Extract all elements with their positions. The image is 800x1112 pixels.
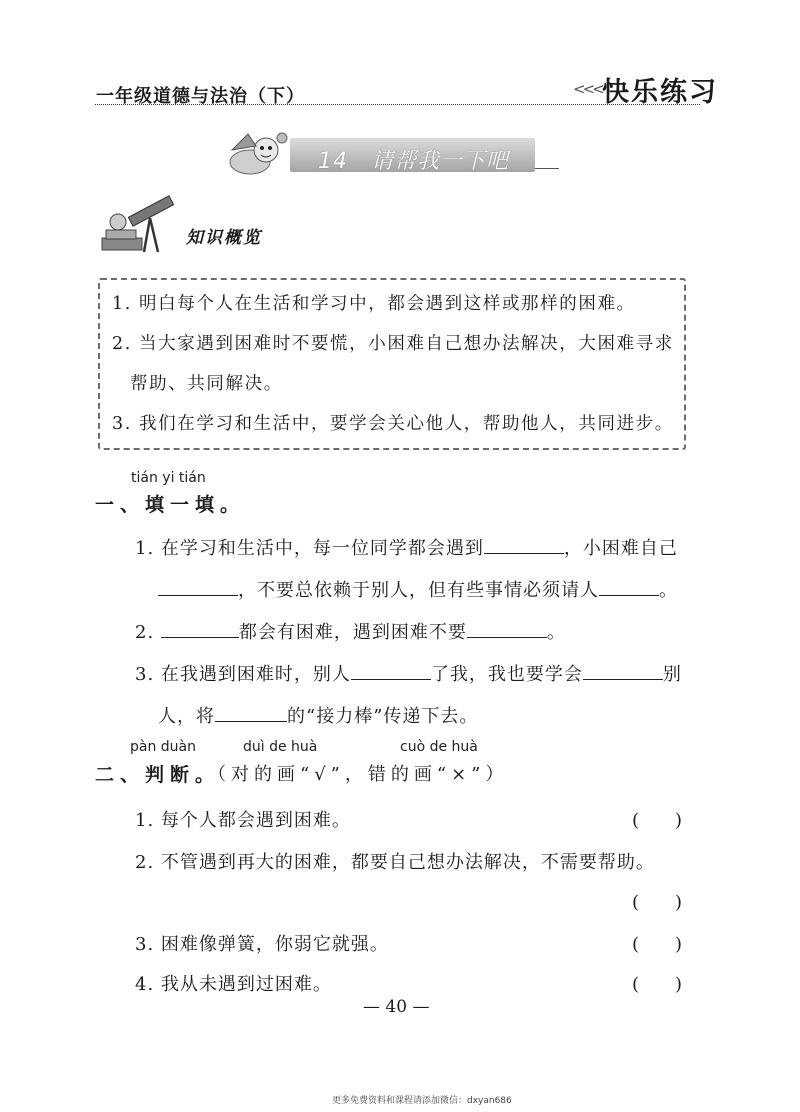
- section2-title: 二、判断。: [95, 764, 221, 786]
- telescope-icon: [100, 192, 178, 254]
- question-text: ，不要总依赖于别人，但有些事情必须请人: [238, 580, 599, 601]
- overview-box: [98, 278, 686, 450]
- section2-instruction: （对的画“√”，错的画“×”）: [208, 764, 509, 785]
- answer-blank[interactable]: [351, 663, 431, 680]
- overview-title: 知识概览: [186, 228, 262, 248]
- fill-question-1-cont: [158, 576, 678, 602]
- judge-question-2: 2. 不管遇到再大的困难，都要自己想办法解决，不需要帮助。: [135, 852, 655, 873]
- section2-pinyin-dui: duì de huà: [243, 739, 318, 755]
- answer-blank[interactable]: [583, 663, 663, 680]
- book-title: 一年级道德与法治（下）: [96, 86, 305, 107]
- question-text: 1. 在学习和生活中，每一位同学都会遇到: [135, 538, 484, 559]
- question-text: 3. 在我遇到困难时，别人: [135, 664, 351, 685]
- header-divider: [95, 104, 700, 105]
- lesson-title: 14 请帮我一下吧: [318, 149, 509, 174]
- chevron-left-icon: <<<: [573, 80, 602, 98]
- judge-question-4: 4. 我从未遇到过困难。: [135, 974, 332, 995]
- fill-question-2: [135, 618, 566, 644]
- section1-title: 一、填一填。: [95, 494, 246, 516]
- question-text: ，小困难自己: [563, 538, 678, 559]
- question-text: 人，将: [158, 706, 215, 727]
- answer-parentheses[interactable]: ( ): [632, 810, 683, 831]
- section2-pinyin-panduan: pàn duàn: [130, 739, 197, 755]
- answer-blank[interactable]: [467, 621, 547, 638]
- answer-blank[interactable]: [484, 537, 564, 554]
- question-text: 了我，我也要学会: [430, 664, 583, 685]
- banner-underline: [535, 168, 559, 169]
- overview-item: 1. 明白每个人在生活和学习中，都会遇到这样或那样的困难。: [112, 294, 636, 314]
- answer-parentheses[interactable]: ( ): [632, 974, 683, 995]
- fill-question-3: [135, 660, 682, 686]
- page-number: — 40 —: [363, 997, 430, 1017]
- section2-pinyin-cuo: cuò de huà: [400, 739, 478, 755]
- answer-blank[interactable]: [215, 705, 287, 722]
- section1-pinyin: tián yi tián: [131, 470, 206, 486]
- question-text: 别: [662, 664, 682, 685]
- judge-question-1: 1. 每个人都会遇到困难。: [135, 810, 351, 831]
- question-text: 。: [659, 580, 678, 601]
- answer-parentheses[interactable]: ( ): [632, 892, 683, 913]
- overview-item: 帮助、共同解决。: [130, 374, 283, 394]
- overview-item: 3. 我们在学习和生活中，要学会关心他人，帮助他人，共同进步。: [112, 414, 674, 434]
- question-text: 的“接力棒”传递下去。: [287, 706, 479, 727]
- fill-question-1: [135, 534, 678, 560]
- overview-item: 2. 当大家遇到困难时不要慌，小困难自己想办法解决，大困难寻求: [112, 334, 674, 354]
- answer-parentheses[interactable]: ( ): [632, 934, 683, 955]
- answer-blank[interactable]: [599, 579, 659, 596]
- header-brand: 快乐练习: [602, 77, 718, 108]
- footer-note: 更多免费资料和课程请添加微信：dxyan686: [332, 1096, 512, 1106]
- fill-question-3-cont: [158, 702, 478, 728]
- question-text: 2.: [135, 622, 161, 643]
- question-text: 都会有困难，遇到困难不要: [238, 622, 467, 643]
- mascot-icon: [228, 128, 290, 178]
- answer-blank[interactable]: [161, 621, 239, 638]
- answer-blank[interactable]: [158, 579, 238, 596]
- judge-question-3: 3. 困难像弹簧，你弱它就强。: [135, 934, 389, 955]
- question-text: 。: [546, 622, 566, 643]
